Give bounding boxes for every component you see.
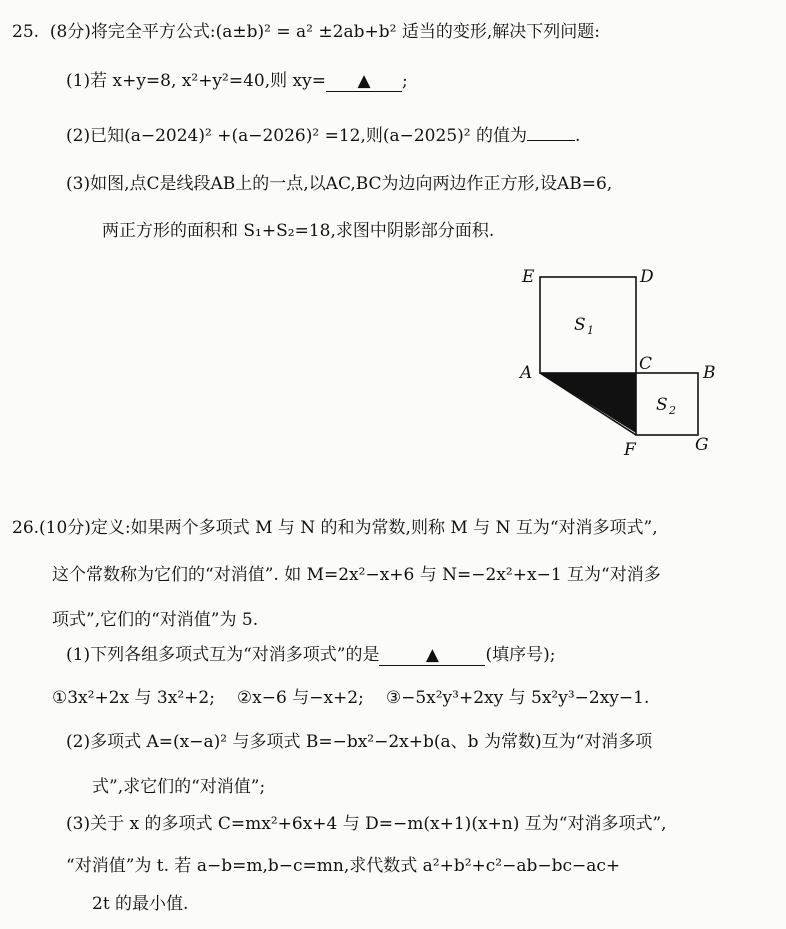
option-2: ②x−6 与−x+2; — [236, 688, 364, 708]
q26-part2-line2: 式”,求它们的“对消值”; — [92, 777, 266, 797]
label-s2-subscript: 2 — [669, 404, 676, 417]
option-3: ③−5x²y³+2xy 与 5x²y³−2xy−1. — [385, 688, 650, 708]
label-s1: S — [574, 315, 586, 335]
q26-part3-line3: 2t 的最小值. — [92, 894, 189, 914]
q25-part2-text: (2)已知(a−2024)² +(a−2026)² =12,则(a−2025)² 的值为 — [66, 126, 527, 146]
q26-part3-line1: (3)关于 x 的多项式 C=mx²+6x+4 与 D=−m(x+1)(x+n) 互为“对消多项式”, — [66, 814, 667, 834]
q26-part3-line2: “对消值”为 t. 若 a−b=m,b−c=mn,求代数式 a²+b²+c²−ab−bc−ac+ — [66, 856, 621, 876]
q26-stem-line3: 项式”,它们的“对消值”为 5. — [52, 610, 259, 630]
label-a: A — [520, 363, 533, 383]
label-f: F — [624, 440, 636, 460]
q26-part1-answer-blank[interactable]: ▲ — [379, 645, 485, 666]
q26-part2-line1: (2)多项式 A=(x−a)² 与多项式 B=−bx²−2x+b(a、b 为常数)互为“对消多项 — [66, 732, 653, 752]
q26-stem-line2: 这个常数称为它们的“对消值”. 如 M=2x²−x+6 与 N=−2x²+x−1 互为“对消多 — [52, 565, 661, 585]
label-d: D — [640, 267, 654, 287]
q26-part1-end: (填序号); — [485, 645, 556, 665]
label-g: G — [695, 435, 709, 455]
q25-part1-text: (1)若 x+y=8, x²+y²=40,则 xy= — [66, 71, 326, 91]
label-b: B — [703, 363, 716, 383]
q26-stem-line1: 26.(10分)定义:如果两个多项式 M 与 N 的和为常数,则称 M 与 N 互为“对消多项式”, — [12, 518, 658, 538]
option-1: ①3x²+2x 与 3x²+2; — [52, 688, 215, 708]
label-s1-subscript: 1 — [587, 324, 594, 337]
q26-options — [52, 686, 649, 710]
q25-stem: 25. (8分)将完全平方公式:(a±b)² = a² ±2ab+b² 适当的变形,解决下列问题: — [12, 22, 600, 42]
q25-part1-end: ; — [401, 71, 408, 91]
label-e: E — [522, 267, 535, 287]
q25-part3-line2: 两正方形的面积和 S₁+S₂=18,求图中阴影部分面积. — [102, 221, 495, 241]
q25-part1-answer-blank[interactable]: ▲ — [326, 71, 402, 92]
q25-part3-line1: (3)如图,点C是线段AB上的一点,以AC,BC为边向两边作正方形,设AB=6, — [66, 174, 613, 194]
q26-part1 — [66, 643, 555, 667]
q26-part1-text: (1)下列各组多项式互为“对消多项式”的是 — [66, 645, 380, 665]
q25-part2-end: . — [574, 126, 581, 146]
label-s2: S — [656, 395, 668, 415]
label-c: C — [639, 354, 653, 374]
